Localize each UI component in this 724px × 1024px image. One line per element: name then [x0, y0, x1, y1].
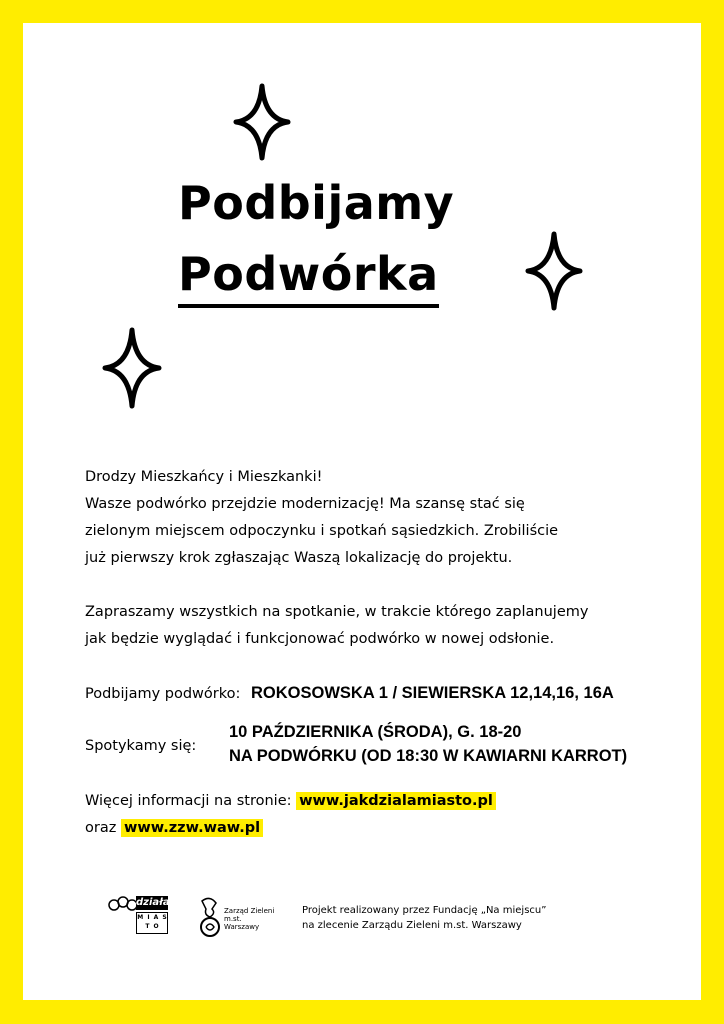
logo-dziala-miasto [108, 896, 170, 936]
dziala-miasto-icon [108, 896, 138, 914]
address-label: Podbijamy podwórko: [85, 686, 241, 702]
logo-dziala-text: działa [136, 897, 170, 908]
greeting: Drodzy Mieszkańcy i Mieszkanki! [85, 469, 323, 485]
address-value: ROKOSOWSKA 1 / SIEWIERSKA 12,14,16, 16A [250, 684, 614, 702]
link-zzw[interactable]: www.zzw.waw.pl [121, 819, 263, 837]
sparkle-icon [232, 82, 292, 162]
or-label: oraz [85, 820, 117, 836]
zzw-name-line2: m.st. Warszawy [224, 915, 260, 931]
logo-miasto-text: M I A S T O [136, 912, 168, 934]
meeting-label: Spotykamy się: [85, 738, 197, 754]
address-row [85, 680, 614, 708]
invite-line: jak będzie wyglądać i funkcjonować podwórko w nowej odsłonie. [85, 631, 555, 647]
footer-note-line1: Projekt realizowany przez Fundację „Na miejscu” [302, 905, 547, 916]
link-jakdzialamiasto[interactable]: www.jakdzialamiasto.pl [296, 792, 496, 810]
meeting-details [229, 720, 627, 768]
page-title [178, 168, 454, 311]
intro-line: już pierwszy krok zgłaszając Waszą lokalizację do projektu. [85, 550, 513, 566]
invite-line: Zapraszamy wszystkich na spotkanie, w trakcie którego zaplanujemy [85, 604, 589, 620]
logo-zzw [198, 895, 278, 939]
footer-note [302, 903, 546, 933]
sparkle-icon [524, 230, 584, 312]
sparkle-icon [101, 326, 163, 410]
meeting-place: NA PODWÓRKU (OD 18:30 W KAWIARNI KARROT) [229, 747, 628, 765]
title-line-2: Podwórka [178, 247, 439, 308]
zzw-emblem-icon [198, 895, 222, 939]
footer-note-line2: na zlecenie Zarządu Zieleni m.st. Warszawy [302, 920, 522, 931]
intro-block [85, 464, 558, 572]
title-line-1: Podbijamy [178, 176, 455, 230]
invite-block [85, 599, 588, 653]
meeting-date: 10 PAŹDZIERNIKA (ŚRODA), G. 18-20 [229, 723, 522, 741]
zzw-name-line1: Zarząd Zieleni [224, 907, 275, 915]
more-info [85, 788, 496, 842]
more-info-label: Więcej informacji na stronie: [85, 793, 292, 809]
intro-line: Wasze podwórko przejdzie modernizację! Ma szansę stać się [85, 496, 525, 512]
intro-line: zielonym miejscem odpoczynku i spotkań sąsiedzkich. Zrobiliście [85, 523, 559, 539]
